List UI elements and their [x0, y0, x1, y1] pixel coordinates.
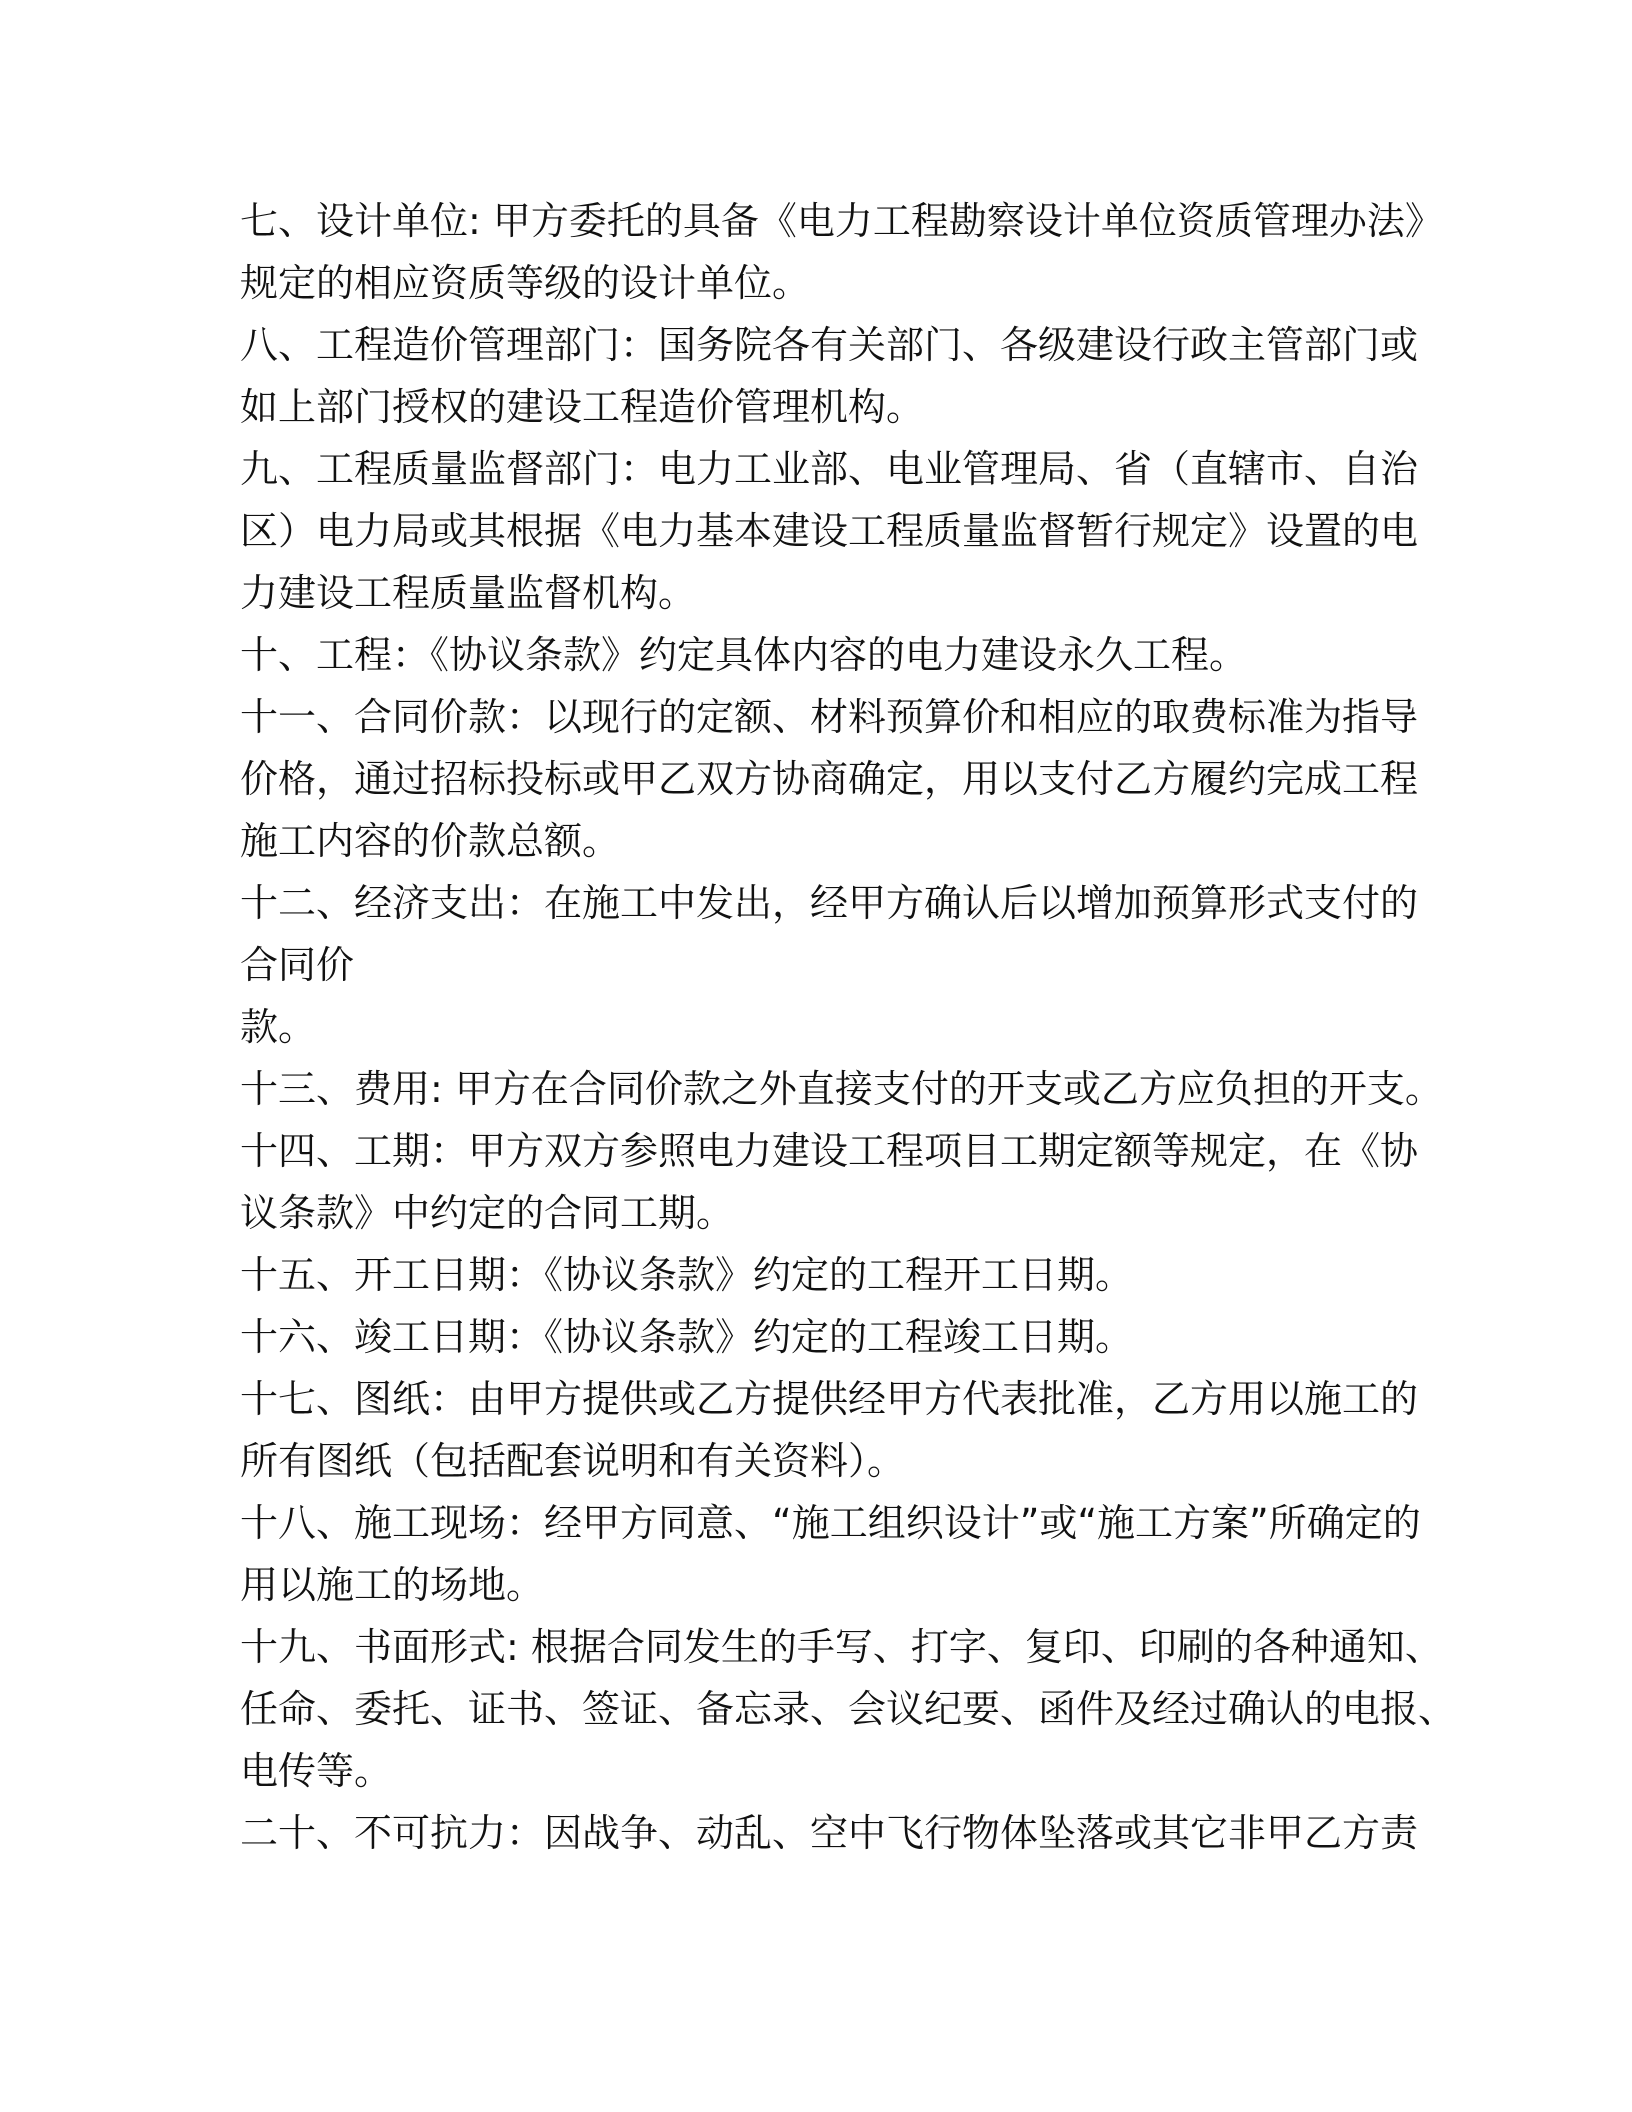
text-line: 电传等。: [240, 1749, 393, 1793]
text-line: 价格，通过招标投标或甲乙双方协商确定，用以支付乙方履约完成工程: [240, 757, 1419, 801]
text-line: 七、设计单位: 甲方委托的具备《电力工程勘察设计单位资质管理办法》: [240, 199, 1443, 243]
text-line: 十八、施工现场：经甲方同意、“施工组织设计”或“施工方案”所确定的: [240, 1501, 1421, 1545]
text-line: 议条款》中约定的合同工期。: [240, 1191, 735, 1235]
text-line: 款。: [240, 1005, 317, 1049]
text-line: 十九、书面形式: 根据合同发生的手写、打字、复印、印刷的各种通知、: [240, 1625, 1443, 1669]
document-body: [240, 190, 1457, 1864]
text-line: 二十、不可抗力：因战争、动乱、空中飞行物体坠落或其它非甲乙方责: [240, 1811, 1419, 1855]
text-line: 力建设工程质量监督机构。: [240, 571, 697, 615]
text-line: 十五、开工日期：《协议条款》约定的工程开工日期。: [240, 1253, 1134, 1297]
text-line: 所有图纸（包括配套说明和有关资料）。: [240, 1439, 906, 1483]
text-line: 规定的相应资质等级的设计单位。: [240, 261, 811, 305]
text-line: 如上部门授权的建设工程造价管理机构。: [240, 385, 925, 429]
text-line: 合同价: [240, 943, 355, 987]
text-line: 施工内容的价款总额。: [240, 819, 621, 863]
text-line: 十四、工期：甲方双方参照电力建设工程项目工期定额等规定，在《协: [240, 1129, 1419, 1173]
text-line: 十六、竣工日期：《协议条款》约定的工程竣工日期。: [240, 1315, 1134, 1359]
text-line: 九、工程质量监督部门：电力工业部、电业管理局、省（直辖市、自治: [240, 447, 1419, 491]
text-line: 任命、委托、证书、签证、备忘录、会议纪要、函件及经过确认的电报、: [240, 1687, 1457, 1731]
text-line: 十三、费用: 甲方在合同价款之外直接支付的开支或乙方应负担的开支。: [240, 1067, 1443, 1111]
text-line: 区）电力局或其根据《电力基本建设工程质量监督暂行规定》设置的电: [240, 509, 1419, 553]
text-line: 十一、合同价款：以现行的定额、材料预算价和相应的取费标准为指导: [240, 695, 1419, 739]
text-line: 十、工程：《协议条款》约定具体内容的电力建设永久工程。: [240, 633, 1248, 677]
text-line: 十七、图纸：由甲方提供或乙方提供经甲方代表批准，乙方用以施工的: [240, 1377, 1419, 1421]
text-line: 用以施工的场地。: [240, 1563, 545, 1607]
text-line: 八、工程造价管理部门：国务院各有关部门、各级建设行政主管部门或: [240, 323, 1419, 367]
text-line: 十二、经济支出：在施工中发出，经甲方确认后以增加预算形式支付的: [240, 881, 1419, 925]
